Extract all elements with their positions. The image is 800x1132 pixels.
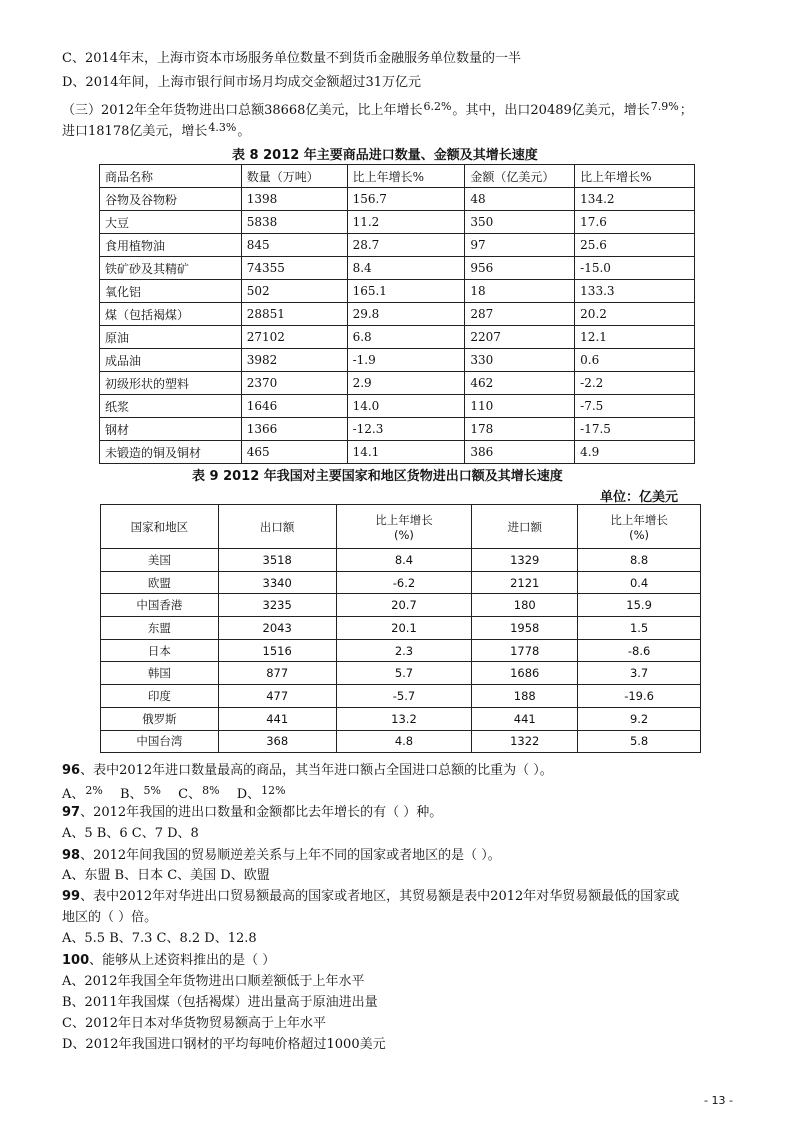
table-cell: 28851 <box>241 303 347 326</box>
table-cell: 中国台湾 <box>101 730 219 753</box>
table-cell: 1322 <box>472 730 578 753</box>
para-a: （三）2012年全年货物进出口总额38668亿美元，比上年增长 <box>62 103 423 118</box>
question-100-option-a: A、2012年我国全年货物进出口顺差额低于上年水平 <box>62 974 365 989</box>
table-cell: 477 <box>218 685 336 708</box>
table-cell: 3235 <box>218 594 336 617</box>
table-cell: 2.9 <box>347 372 465 395</box>
table-cell: 14.1 <box>347 441 465 464</box>
table-cell: 97 <box>465 234 575 257</box>
table9-title: 表 9 2012 年我国对主要国家和地区货物进出口额及其增长速度 <box>192 469 563 484</box>
table-cell: 韩国 <box>101 662 219 685</box>
table-cell: 印度 <box>101 685 219 708</box>
table-cell: 956 <box>465 257 575 280</box>
table-cell: 东盟 <box>101 617 219 640</box>
header-growth-unit: (%) <box>629 527 650 542</box>
table-row <box>101 617 701 640</box>
table-cell: 2121 <box>472 571 578 594</box>
question-100-option-b: B、2011年我国煤（包括褐煤）进出量高于原油进出量 <box>62 995 378 1010</box>
table-cell: 谷物及谷物粉 <box>100 188 242 211</box>
table-cell: 20.2 <box>575 303 695 326</box>
para-b: 。其中，出口20489亿美元，增长 <box>452 103 650 118</box>
intro-option-d: D、2014年间，上海市银行间市场月均成交金额超过31万亿元 <box>62 75 422 90</box>
para-e: 。 <box>237 124 251 139</box>
table-row <box>101 594 701 617</box>
table-cell: 8.4 <box>347 257 465 280</box>
table-cell: 287 <box>465 303 575 326</box>
table-cell: 大豆 <box>100 211 242 234</box>
table-cell: 5838 <box>241 211 347 234</box>
table-cell: 13.2 <box>336 707 472 730</box>
option-d <box>236 784 287 802</box>
table9-header-import-growth <box>578 505 701 549</box>
option-b-value: 5% <box>143 784 161 797</box>
header-growth-label: 比上年增长 <box>375 512 433 527</box>
table-cell: 0.4 <box>578 571 701 594</box>
table-row <box>100 257 695 280</box>
table8-header-cell: 数量（万吨） <box>241 165 347 188</box>
option-b-label: B、 <box>119 787 143 802</box>
question-number: 96 <box>62 763 81 778</box>
option-a-value: 2% <box>85 784 103 797</box>
table-cell: 1778 <box>472 639 578 662</box>
table-row <box>100 234 695 257</box>
intro-option-c: C、2014年末，上海市资本市场服务单位数量不到货币金融服务单位数量的一半 <box>62 51 522 66</box>
table9-header-export: 出口额 <box>218 505 336 549</box>
question-text: 、2012年我国的进出口数量和金额都比去年增长的有（ ）种。 <box>80 805 443 820</box>
table-row <box>100 211 695 234</box>
question-text: 、表中2012年对华进出口贸易额最高的国家或者地区，其贸易额是表中2012年对华贸易额最低的国家或 <box>80 889 680 904</box>
table-cell: 1958 <box>472 617 578 640</box>
table-cell: 1366 <box>241 418 347 441</box>
table-cell: 初级形状的塑料 <box>100 372 242 395</box>
table-cell: 1398 <box>241 188 347 211</box>
pct-import-growth: 4.3% <box>208 121 237 134</box>
table-cell: 368 <box>218 730 336 753</box>
question-text: 、能够从上述资料推出的是（ ） <box>89 953 276 968</box>
question-number: 97 <box>62 805 81 820</box>
table-cell: 11.2 <box>347 211 465 234</box>
page-number: - 13 - <box>704 1094 733 1107</box>
table-cell: -1.9 <box>347 349 465 372</box>
table-cell: -5.7 <box>336 685 472 708</box>
table-cell: 441 <box>472 707 578 730</box>
option-c-label: C、 <box>178 787 202 802</box>
table8-body <box>100 165 695 464</box>
question-number: 99 <box>62 889 81 904</box>
table-cell: 845 <box>241 234 347 257</box>
table-row <box>100 418 695 441</box>
table-cell: 14.0 <box>347 395 465 418</box>
table-row <box>100 349 695 372</box>
table-cell: 133.3 <box>575 280 695 303</box>
table-row <box>101 662 701 685</box>
question-99 <box>62 887 679 907</box>
intro-paragraph-line2 <box>62 118 250 142</box>
table-cell: 2370 <box>241 372 347 395</box>
table-cell: 386 <box>465 441 575 464</box>
table8-header-cell: 商品名称 <box>100 165 242 188</box>
table-row <box>101 639 701 662</box>
pct-export-growth: 7.9% <box>650 100 679 113</box>
table-cell: 15.9 <box>578 594 701 617</box>
table-cell: 钢材 <box>100 418 242 441</box>
table8-header-cell: 金额（亿美元） <box>465 165 575 188</box>
table-cell: 165.1 <box>347 280 465 303</box>
table8-header-cell: 比上年增长% <box>575 165 695 188</box>
question-number: 98 <box>62 848 81 863</box>
table-cell: -8.6 <box>578 639 701 662</box>
table-row <box>101 707 701 730</box>
table-cell: 氧化铝 <box>100 280 242 303</box>
question-97-options: A、5 B、6 C、7 D、8 <box>62 826 199 841</box>
table-cell: -7.5 <box>575 395 695 418</box>
question-99-text-line2: 地区的（ ）倍。 <box>62 910 158 925</box>
question-98-options: A、东盟 B、日本 C、美国 D、欧盟 <box>62 868 270 883</box>
table-cell: 28.7 <box>347 234 465 257</box>
table-cell: 纸浆 <box>100 395 242 418</box>
table-row <box>101 685 701 708</box>
table-cell: -6.2 <box>336 571 472 594</box>
table-row <box>101 549 701 572</box>
table8 <box>99 164 695 464</box>
option-a-label: A、 <box>62 787 85 802</box>
table9-header-export-growth <box>336 505 472 549</box>
table-cell: 25.6 <box>575 234 695 257</box>
table-row <box>101 730 701 753</box>
table-cell: 178 <box>465 418 575 441</box>
table-cell: 中国香港 <box>101 594 219 617</box>
table-row <box>100 280 695 303</box>
table-row <box>100 188 695 211</box>
table-cell: -2.2 <box>575 372 695 395</box>
table-cell: 原油 <box>100 326 242 349</box>
table-cell: 502 <box>241 280 347 303</box>
question-100-option-c: C、2012年日本对华货物贸易额高于上年水平 <box>62 1016 327 1031</box>
question-99-options: A、5.5 B、7.3 C、8.2 D、12.8 <box>62 931 257 946</box>
table-cell: 330 <box>465 349 575 372</box>
table-cell: 441 <box>218 707 336 730</box>
table9-header-region: 国家和地区 <box>101 505 219 549</box>
option-c-value: 8% <box>202 784 220 797</box>
table-cell: 铁矿砂及其精矿 <box>100 257 242 280</box>
table-cell: 12.1 <box>575 326 695 349</box>
table-cell: 877 <box>218 662 336 685</box>
table8-header-cell: 比上年增长% <box>347 165 465 188</box>
table-cell: 5.7 <box>336 662 472 685</box>
table-row <box>101 571 701 594</box>
option-c <box>178 784 220 802</box>
table-cell: 0.6 <box>575 349 695 372</box>
table9-unit: 单位：亿美元 <box>600 490 679 505</box>
table-cell: 1516 <box>218 639 336 662</box>
para-d: 进口18178亿美元，增长 <box>62 124 208 139</box>
table9 <box>100 504 701 753</box>
table-cell: -12.3 <box>347 418 465 441</box>
table-cell: 8.4 <box>336 549 472 572</box>
table-cell: 1686 <box>472 662 578 685</box>
table-cell: 27102 <box>241 326 347 349</box>
table-cell: 20.1 <box>336 617 472 640</box>
table-cell: 5.8 <box>578 730 701 753</box>
option-b <box>119 784 162 802</box>
question-text: 、表中2012年进口数量最高的商品，其当年进口额占全国进口总额的比重为（ ）。 <box>80 763 553 778</box>
table-cell: 74355 <box>241 257 347 280</box>
table-row <box>100 326 695 349</box>
table-cell: -15.0 <box>575 257 695 280</box>
table-cell: 美国 <box>101 549 219 572</box>
question-98 <box>62 846 501 866</box>
question-97 <box>62 803 442 823</box>
table-cell: 134.2 <box>575 188 695 211</box>
question-number: 100 <box>62 953 90 968</box>
table-cell: 未锻造的铜及铜材 <box>100 441 242 464</box>
table-cell: 9.2 <box>578 707 701 730</box>
pct-total-growth: 6.2% <box>423 100 452 113</box>
table-cell: 成品油 <box>100 349 242 372</box>
table-cell: 1646 <box>241 395 347 418</box>
option-a <box>62 784 104 802</box>
table-row <box>100 441 695 464</box>
header-growth-unit: (%) <box>394 527 414 542</box>
table-cell: 2207 <box>465 326 575 349</box>
table-cell: 4.8 <box>336 730 472 753</box>
table-cell: 20.7 <box>336 594 472 617</box>
table-cell: 4.9 <box>575 441 695 464</box>
table-cell: 1329 <box>472 549 578 572</box>
table9-header-import: 进口额 <box>472 505 578 549</box>
table-cell: 462 <box>465 372 575 395</box>
table-cell: 156.7 <box>347 188 465 211</box>
table-row <box>100 303 695 326</box>
table-cell: 180 <box>472 594 578 617</box>
para-c: ； <box>679 103 693 118</box>
table-row <box>100 372 695 395</box>
table-row <box>100 395 695 418</box>
question-96 <box>62 761 553 781</box>
table-cell: 350 <box>465 211 575 234</box>
option-d-label: D、 <box>236 787 261 802</box>
table-cell: 48 <box>465 188 575 211</box>
table-cell: 3982 <box>241 349 347 372</box>
question-text: 、2012年间我国的贸易顺逆差关系与上年不同的国家或者地区的是（ ）。 <box>80 848 501 863</box>
table8-header-row <box>100 165 695 188</box>
table-cell: 2043 <box>218 617 336 640</box>
table-cell: 8.8 <box>578 549 701 572</box>
table-cell: 欧盟 <box>101 571 219 594</box>
option-d-value: 12% <box>261 784 286 797</box>
table-cell: 29.8 <box>347 303 465 326</box>
question-100-option-d: D、2012年我国进口钢材的平均每吨价格超过1000美元 <box>62 1037 386 1052</box>
table-cell: 17.6 <box>575 211 695 234</box>
table-cell: 日本 <box>101 639 219 662</box>
table-cell: 食用植物油 <box>100 234 242 257</box>
table-cell: 6.8 <box>347 326 465 349</box>
table9-header-row <box>101 505 701 549</box>
header-growth-label: 比上年增长 <box>610 512 668 527</box>
table-cell: 煤（包括褐煤） <box>100 303 242 326</box>
table-cell: 3340 <box>218 571 336 594</box>
table-cell: 3518 <box>218 549 336 572</box>
table-cell: 18 <box>465 280 575 303</box>
table-cell: -19.6 <box>578 685 701 708</box>
table-cell: 2.3 <box>336 639 472 662</box>
table-cell: 俄罗斯 <box>101 707 219 730</box>
question-100 <box>62 951 275 971</box>
table-cell: 1.5 <box>578 617 701 640</box>
question-96-options <box>62 781 299 805</box>
table-cell: 188 <box>472 685 578 708</box>
table-cell: 3.7 <box>578 662 701 685</box>
table-cell: 110 <box>465 395 575 418</box>
table-cell: -17.5 <box>575 418 695 441</box>
table8-title: 表 8 2012 年主要商品进口数量、金额及其增长速度 <box>232 148 538 163</box>
table9-body <box>101 549 701 753</box>
table-cell: 465 <box>241 441 347 464</box>
